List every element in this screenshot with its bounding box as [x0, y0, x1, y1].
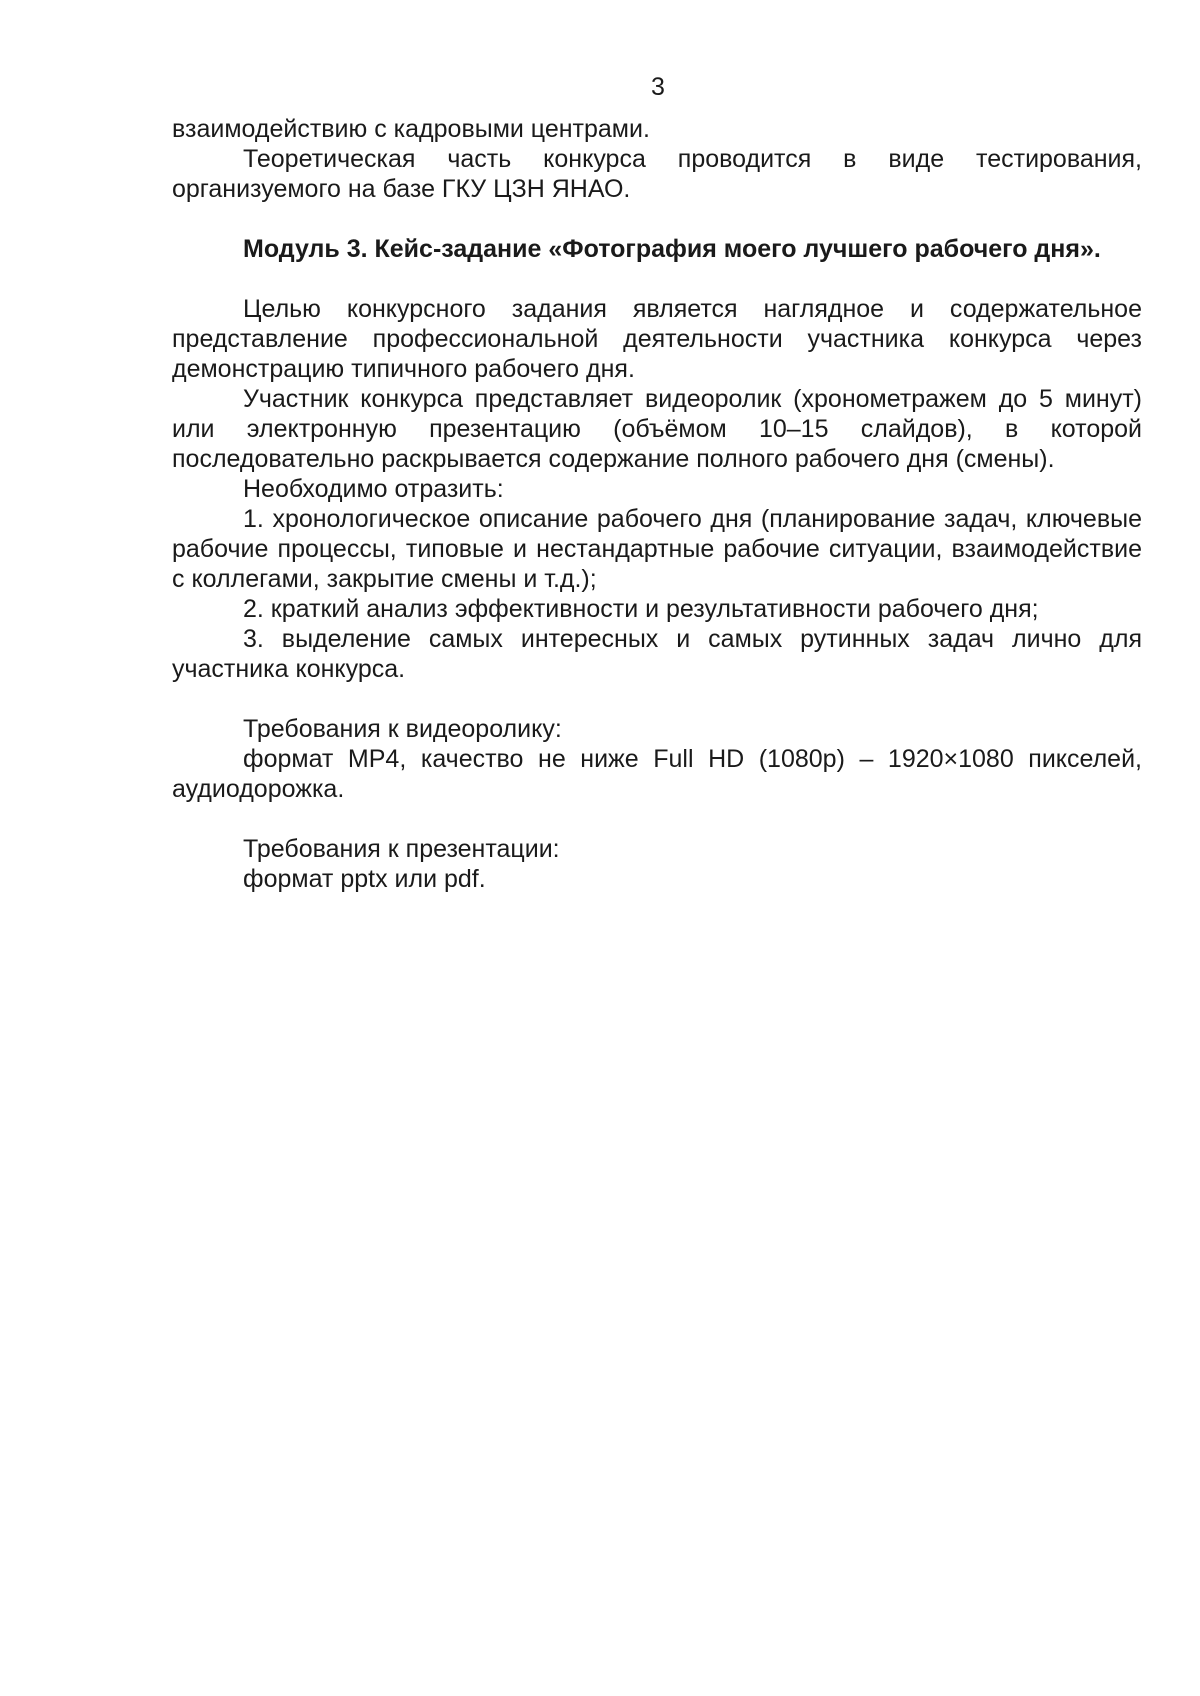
paragraph-goal: Целью конкурсного задания является наглядное и содержательное представление профессиональной деятельности участника конкурса через демонстрацию типичного рабочего дня. [172, 295, 1142, 383]
paragraph-participant: Участник конкурса представляет видеоролик (хронометражем до 5 минут) или электронную презентацию (объёмом 10–15 слайдов), в которой последовательно раскрывается содержание полного рабочего дня (смены). [172, 385, 1142, 473]
video-requirements-title: Требования к видеоролику: [243, 715, 562, 743]
page-number: 3 [651, 73, 665, 101]
list-item-3: 3. выделение самых интересных и самых рутинных задач лично для участника конкурса. [172, 625, 1142, 683]
video-requirements-text: формат MP4, качество не ниже Full HD (1080p) – 1920×1080 пикселей, аудиодорожка. [172, 745, 1142, 803]
paragraph-must-reflect: Необходимо отразить: [243, 475, 504, 503]
presentation-requirements-title: Требования к презентации: [243, 835, 560, 863]
paragraph-continuation: взаимодействию с кадровыми центрами. [172, 115, 650, 143]
module-heading: Модуль 3. Кейс-задание «Фотография моего лучшего рабочего дня». [243, 235, 1101, 263]
document-body [172, 114, 1142, 894]
list-item-1: 1. хронологическое описание рабочего дня (планирование задач, ключевые рабочие процессы, типовые и нестандартные рабочие ситуации, взаимодействие с коллегами, закрытие смены и т.д.); [172, 505, 1142, 593]
paragraph-theory: Теоретическая часть конкурса проводится в виде тестирования, организуемого на базе ГКУ ЦЗН ЯНАО. [172, 145, 1142, 203]
presentation-requirements-text: формат pptx или pdf. [243, 865, 486, 893]
list-item-2: 2. краткий анализ эффективности и результативности рабочего дня; [243, 595, 1039, 623]
